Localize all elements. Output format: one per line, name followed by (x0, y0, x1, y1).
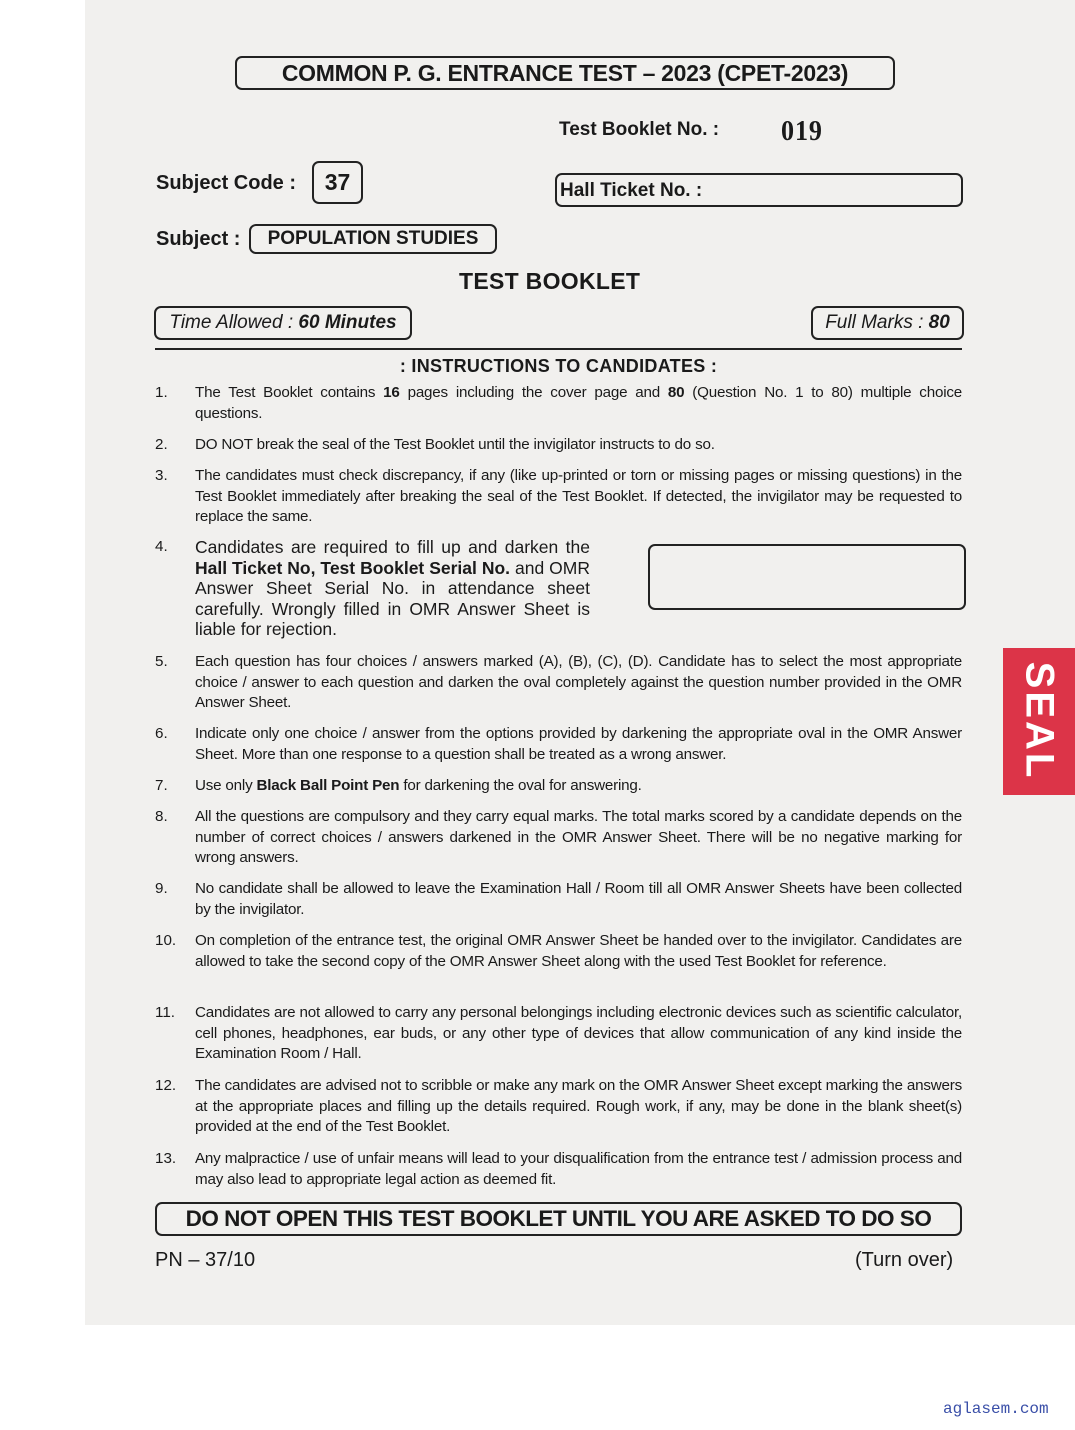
instruction-item (155, 931, 962, 972)
instruction-text: The candidates must check discrepancy, if any (like up-printed or torn or missing pages or missing questions) in the Test Booklet immediately after breaking the seal of the Test Booklet. If detected, the invigilator may be requested to replace the same. (195, 467, 962, 525)
instruction-item (155, 1076, 962, 1138)
instruction-text: DO NOT break the seal of the Test Booklet until the invigilator instructs to do so. (195, 436, 715, 453)
instruction-number: 1. (155, 384, 168, 401)
instruction-number: 2. (155, 436, 168, 453)
booklet-title: TEST BOOKLET (459, 268, 641, 294)
instruction-item (155, 435, 962, 456)
instruction-number: 8. (155, 808, 168, 825)
instruction-text: Any malpractice / use of unfair means will lead to your disqualification from the entrance test / admission process and may also lead to appropriate legal action as deemed fit. (195, 1150, 962, 1188)
instruction-text: Use only Black Ball Point Pen for darkening the oval for answering. (195, 777, 642, 794)
instruction-number: 11. (155, 1004, 175, 1021)
instruction-item (155, 879, 962, 920)
instruction-number: 6. (155, 725, 168, 742)
instruction-text: No candidate shall be allowed to leave the Examination Hall / Room till all OMR Answer Sheets have been collected by the invigilator. (195, 880, 962, 918)
instruction-text: The Test Booklet contains 16 pages including the cover page and 80 (Question No. 1 to 80) multiple choice questions. (195, 384, 963, 422)
time-allowed-value: 60 Minutes (298, 312, 397, 333)
turn-over-note: (Turn over) (855, 1249, 954, 1271)
hall-ticket-label: Hall Ticket No. : (560, 180, 703, 201)
seal-sticker (1003, 648, 1075, 795)
instruction-item (155, 776, 962, 797)
subject-code-value: 37 (312, 161, 363, 204)
instruction-number: 9. (155, 880, 168, 897)
instruction-text: Candidates are not allowed to carry any personal belongings including electronic devices such as scientific calculator, cell phones, headphones, ear buds, or any other type of devices that allow communication of any kind inside the Examination Room / Hall. (195, 1004, 962, 1062)
instruction-number: 13. (155, 1150, 177, 1167)
time-allowed-label: Time Allowed : (169, 312, 299, 333)
instruction-number: 5. (155, 653, 168, 670)
instruction-text: On completion of the entrance test, the original OMR Answer Sheet be handed over to the invigilator. Candidates are allowed to take the second copy of the OMR Answer Sheet along with the used Test Booklet for reference. (195, 932, 962, 970)
subject-code-label: Subject Code : (156, 172, 297, 194)
instruction-text: Indicate only one choice / answer from the options provided by darkening the appropriate oval in the OMR Answer Sheet. More than one response to a question shall be treated as a wrong answer. (195, 725, 962, 763)
instruction-text: Candidates are required to fill up and darken the Hall Ticket No, Test Booklet Serial No. and OMR Answer Sheet Serial No. in attendance sheet carefully. Wrongly filled in OMR Answer Sheet is liable for rejection. (195, 537, 590, 639)
full-marks (811, 306, 964, 340)
instructions-heading: : INSTRUCTIONS TO CANDIDATES : (399, 356, 718, 376)
instruction-number: 10. (155, 932, 177, 949)
watermark: aglasem.com (943, 1400, 1049, 1418)
instruction-number: 3. (155, 467, 168, 484)
instruction-item (155, 466, 962, 528)
instruction-item (155, 652, 962, 714)
instruction-number: 7. (155, 777, 168, 794)
instruction-number: 4. (155, 538, 168, 555)
exam-title: COMMON P. G. ENTRANCE TEST – 2023 (CPET-2023) (235, 56, 895, 90)
do-not-open-warning: DO NOT OPEN THIS TEST BOOKLET UNTIL YOU ARE ASKED TO DO SO (155, 1202, 962, 1236)
test-booklet-number: 019 (781, 115, 823, 147)
instruction-text: Each question has four choices / answers marked (A), (B), (C), (D). Candidate has to select the most appropriate choice / answer to each question and darken the oval completely against the question number provided in the OMR Answer Sheet. (195, 653, 962, 711)
full-marks-value: 80 (928, 312, 950, 333)
full-marks-label: Full Marks : (825, 312, 929, 333)
instruction-item (155, 1149, 962, 1190)
instruction-item (155, 807, 962, 869)
subject-value: POPULATION STUDIES (249, 224, 497, 254)
instruction-text: The candidates are advised not to scribble or make any mark on the OMR Answer Sheet except marking the answers at the appropriate places and filling up the details required. Rough work, if any, may be done in the blank sheet(s) provided at the end of the Test Booklet. (195, 1077, 962, 1135)
instruction-text: All the questions are compulsory and they carry equal marks. The total marks scored by a candidate depends on the number of correct choices / answers darkened in the OMR Answer Sheet. There will be no negative marking for wrong answers. (195, 808, 962, 866)
seal-label: SEAL (1017, 661, 1062, 781)
serial-number-box[interactable] (648, 544, 966, 610)
subject-label: Subject : (156, 228, 241, 250)
instruction-number: 12. (155, 1077, 177, 1094)
divider (155, 348, 962, 350)
instruction-item (155, 724, 962, 765)
page-code: PN – 37/10 (155, 1249, 256, 1271)
time-allowed (154, 306, 412, 340)
instruction-item (155, 1003, 962, 1065)
instruction-item (155, 383, 962, 424)
test-booklet-label: Test Booklet No. : (559, 119, 720, 140)
